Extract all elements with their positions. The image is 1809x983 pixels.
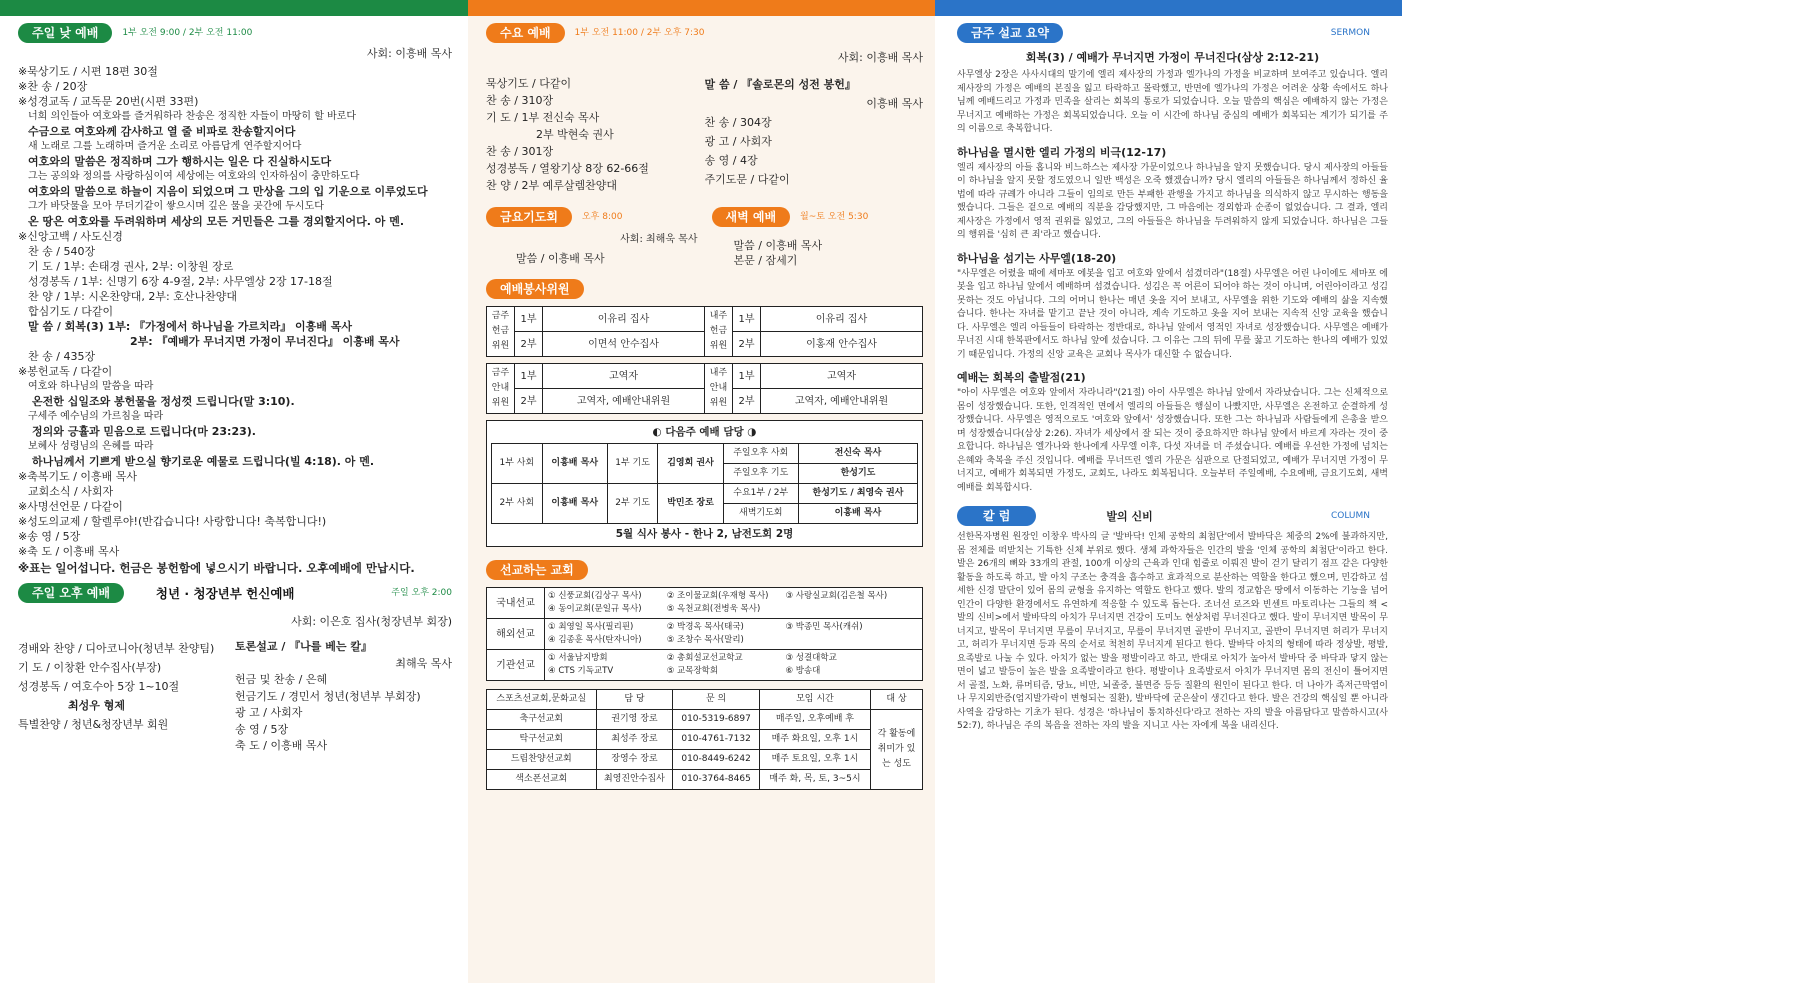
- fri-time: 오후 8:00: [581, 211, 623, 222]
- wed-header: [486, 22, 923, 44]
- pm-line: 최성우 형제: [68, 699, 125, 712]
- am-title: 주일 낮 예배: [18, 23, 112, 43]
- dawn-line: 본문 / 잠세기: [733, 254, 798, 267]
- table-cell: 010-3764-8465: [673, 770, 760, 790]
- wed-line: 이흥배 목사: [866, 97, 923, 110]
- section-body: "아이 사무엘은 여호와 앞에서 자라니라"(21절) 아이 사무엘은 하나님 앞에서 자라났습니다. 그는 신체적으로 몸이 성장했습니다. 또한, 인격적인 면에서 엘리의 아들들은 행실이 나빴지만, 사무엘은 온전하고 순결하게 성장했습니다. 사무엘은 영적으로도 '여호와 앞에서' 성장했습니다. 또한 그는 하나님과 사람들에게 은총을 받으며 성장했습니다(삼상 2:26). 자녀가 세상에서 잘 되는 것이 중요하지만 하나님 앞에서 바르게 자라는 것이 중요합니다. 하나님은 엘가나와 한나에게 사무엘 이후, 다섯 자녀를 더 주셨습니다. 예배를 우선한 가정에 넘치는 은혜와 축복을 주신 것입니다. 예배를 무너뜨린 엘리 가문은 심판으로 단절되었고, 예배가 무너지면 가정이 무너지고, 예배가 회복되면 가정도, 교회도, 나라도 회복됩니다. 오늘부터 주일예배, 수요예배, 금요기도회, 새벽예배를 회복합시다.: [957, 388, 1388, 493]
- table-cell: 1부: [733, 364, 761, 389]
- wed-right: [705, 75, 924, 194]
- wed-line: 말 씀 / 『솔로몬의 성전 봉헌』: [704, 78, 856, 91]
- table-header: 대 상: [871, 690, 923, 710]
- wed-line: 2부 박현숙 권사: [536, 128, 614, 141]
- table-cell: 2부: [733, 332, 761, 357]
- table-cell: 탁구선교회: [487, 730, 597, 750]
- blank-area: [1402, 0, 1809, 983]
- pm-header: [18, 582, 452, 604]
- mission-item: ④ CTS 기독교TV: [548, 666, 614, 676]
- dawn-lines: [734, 238, 924, 268]
- sermon-panel: [935, 16, 1402, 983]
- pm-line: 헌금 및 찬송 / 은혜: [235, 673, 328, 686]
- table-cell: 1부: [515, 307, 543, 332]
- table-cell: 내주 안내 위원: [705, 364, 733, 414]
- sermon-heading: 회복(3) / 예배가 무너지면 가정이 무너진다(삼상 2:12-21): [1025, 51, 1320, 64]
- table-row: [487, 364, 923, 389]
- table-cell: 주일오후 사회: [723, 444, 798, 464]
- table-cell: 매주 화요일, 오후 1시: [759, 730, 870, 750]
- table-cell: 010-5319-6897: [673, 710, 760, 730]
- blue-band: [935, 0, 1402, 16]
- table-row: [487, 650, 923, 681]
- sermon-tag: SERMON: [1330, 27, 1370, 38]
- mission-item: ④ 동이교회(문일규 목사): [548, 604, 642, 614]
- am-reading: [18, 109, 452, 229]
- section-body: "사무엘은 어렸을 때에 세마포 에봇을 입고 여호와 앞에서 섬겼더라"(18절) 사무엘은 어린 나이에도 세마포 에봇을 입고 하나님 앞에서 예배하며 섬겼습니다. 성김은 꼭 어른이 되어야 하는 것이 아니며, 어린아이라고 성김 못하는 것도 아닙니다. 그의 어머니 한나는 매년 옷을 지어 보내고, 사무엘을 위한 기도와 예배의 삶을 지속했습니다. 한나는 자녀를 맡기고 끝난 것이 아니라, 계속 기도하고 옷을 지어 보내는 지속적 신앙 교육을 했습니다. 사무엘은 엘리 아들들이 타락하는 정반대로, 하나님 앞에서 영적인 자녀로 성장했습니다. 사무엘은 예배가 무너진 시대 한복판에서도 하나님 앞에 섰습니다. 그 이유는 그의 뒤에 무릎 꿇고 기도하는 한나의 예배가 있었기 때문입니다. 가정의 신앙 교육은 교회나 목사가 대신할 수 없습니다.: [957, 268, 1388, 360]
- order-line: 2부: 『예배가 무너지면 가정이 무너진다』 이흥배 목사: [130, 335, 400, 348]
- pm-line: 송 영 / 5장: [235, 722, 289, 736]
- pm-line: 헌금기도 / 경민서 청년(청년부 부회장): [235, 689, 421, 703]
- sunday-panel: [0, 16, 468, 983]
- order-line: 교회소식 / 사회자: [28, 485, 114, 498]
- table-header: 모임 시간: [759, 690, 870, 710]
- order-line: ※사명선언문 / 다같이: [18, 500, 123, 513]
- mission-item: ③ 박종민 목사(캐쉬): [785, 622, 863, 632]
- table-cell: [545, 588, 923, 619]
- pm-line: 성경봉독 / 여호수아 5장 1~10절: [18, 680, 180, 693]
- table-cell: 전신숙 목사: [798, 444, 917, 464]
- column-tag: COLUMN: [1330, 510, 1370, 521]
- pm-left: [18, 639, 235, 755]
- wed-order: [486, 75, 923, 194]
- offer-table: [486, 306, 923, 357]
- table-cell: 이흥배 목사: [542, 444, 607, 484]
- order-line: ※찬 송 / 20장: [18, 80, 88, 93]
- mission-item: ① 신풍교회(김상구 목사): [548, 591, 642, 601]
- table-cell: 최영진안수집사: [596, 770, 673, 790]
- wed-line: 찬 송 / 310장: [486, 94, 554, 107]
- section-heading: 하나님을 섬기는 사무엘(18-20): [957, 251, 1117, 265]
- table-cell: 매주일, 오후예배 후: [759, 710, 870, 730]
- pm-title: 주일 오후 예배: [18, 583, 124, 603]
- wed-line: 성경봉독 / 열왕기상 8장 62-66절: [486, 162, 649, 175]
- table-header-row: [487, 690, 923, 710]
- pm-order: [18, 639, 452, 755]
- order-line: ※봉헌교독 / 다같이: [18, 365, 113, 378]
- table-cell: 김영희 권사: [658, 444, 723, 484]
- table-cell: [545, 619, 923, 650]
- mission-item: ① 최영일 목사(필리핀): [548, 622, 634, 632]
- table-row: [487, 307, 923, 332]
- mission-item: ① 서울남지방회: [548, 653, 608, 663]
- table-cell: [545, 650, 923, 681]
- fri-presider: 사회: 최해욱 목사: [620, 234, 698, 245]
- fri-line: 말씀 / 이흥배 목사: [516, 252, 605, 265]
- order-line: 말 씀 / 회복(3) 1부: 『가정에서 하나님을 가르치라』 이흥배 목사: [28, 320, 353, 333]
- notice: ※표는 일어섭니다. 헌금은 봉헌함에 넣으시기 바랍니다. 오후예배에 만납시다.: [18, 561, 415, 575]
- order-line: ※축복기도 / 이흥배 목사: [18, 470, 138, 483]
- pm-line: 축 도 / 이흥배 목사: [235, 739, 328, 752]
- sermon-sections: [957, 145, 1388, 496]
- table-cell: 금주 안내 위원: [487, 364, 515, 414]
- table-cell: 국내선교: [487, 588, 545, 619]
- mission-table: [486, 587, 923, 681]
- table-cell: 2부 기도: [607, 484, 658, 524]
- weekday-panel: [468, 16, 935, 983]
- am-lines: [18, 64, 452, 109]
- green-band: [0, 0, 468, 16]
- table-row: [487, 710, 923, 730]
- table-cell: 1부 사회: [492, 444, 543, 484]
- table-cell: 수요1부 / 2부: [723, 484, 798, 504]
- table-header: 문 의: [673, 690, 760, 710]
- order-line: 기 도 / 1부: 손태경 권사, 2부: 이창원 장로: [28, 260, 234, 273]
- table-cell: 1부: [733, 307, 761, 332]
- table-cell: 010-8449-6242: [673, 750, 760, 770]
- wed-line: 묵상기도 / 다같이: [486, 77, 572, 90]
- table-cell: 기관선교: [487, 650, 545, 681]
- reading-line: 여호와의 말씀으로 하늘이 지음이 되었으며 그 만상을 그의 입 기운으로 이루었도다: [28, 185, 428, 198]
- order-line: 합심기도 / 다같이: [28, 305, 114, 318]
- table-cell: 한성기도: [798, 464, 917, 484]
- order-line: ※성경교독 / 교독문 20번(시편 33편): [18, 95, 199, 108]
- reading-line: 여호와의 말씀은 정직하며 그가 행하시는 일은 다 진실하시도다: [28, 155, 332, 168]
- table-cell: 1부: [515, 364, 543, 389]
- mission-item: ② 박경옥 목사(태국): [666, 622, 744, 632]
- table-cell: 고역자, 예배안내위원: [761, 389, 923, 414]
- mission-item: ⑤ 교목장학회: [666, 666, 719, 676]
- pm-line: 특별찬양 / 청년&청장년부 회원: [18, 718, 169, 731]
- table-cell: 새벽기도회: [723, 504, 798, 524]
- fri-dawn: [486, 206, 923, 268]
- table-row: [492, 444, 918, 464]
- table-cell: 권기영 장로: [596, 710, 673, 730]
- table-cell: 주일오후 기도: [723, 464, 798, 484]
- offer-line: 여호와 하나님의 말씀을 따라: [28, 381, 154, 392]
- table-cell: 매주 화, 목, 토, 3~5시: [759, 770, 870, 790]
- sermon-title: 금주 설교 요약: [957, 23, 1063, 43]
- wed-line: 송 영 / 4장: [704, 154, 758, 167]
- offer-reading: [18, 379, 452, 469]
- mission-item: ⑤ 옥천교회(전병욱 목사): [666, 604, 761, 614]
- wed-presider: 사회: 이흥배 목사: [837, 51, 923, 64]
- am-time: 1부 오전 9:00 / 2부 오전 11:00: [122, 27, 253, 38]
- reading-line: 너희 의인들아 여호와를 즐거워하라 찬송은 정직한 자들이 마땅히 할 바로다: [28, 111, 357, 122]
- mission-item: ③ 성결대학교: [785, 653, 837, 663]
- table-cell: 이홍재 안수집사: [761, 332, 923, 357]
- wed-line: 주기도문 / 다같이: [704, 173, 790, 186]
- mission-item: ② 조이물교회(우재형 목사): [666, 591, 769, 601]
- table-cell: 1부 기도: [607, 444, 658, 484]
- reading-line: 온 땅은 여호와를 두려워하며 세상의 모든 거민들은 그를 경외할지어다. 아 멘.: [28, 215, 405, 228]
- order-line: 찬 양 / 1부: 시온찬양대, 2부: 호산나찬양대: [28, 290, 237, 303]
- order-line: 찬 송 / 540장: [28, 245, 96, 258]
- wed-time: 1부 오전 11:00 / 2부 오후 7:30: [574, 27, 705, 38]
- table-cell: 이흥배 목사: [798, 504, 917, 524]
- pm-line: 광 고 / 사회자: [235, 706, 303, 719]
- table-cell: 2부 사회: [492, 484, 543, 524]
- table-row: [487, 750, 923, 770]
- am-presider: 사회: 이흥배 목사: [366, 47, 452, 60]
- reading-line: 새 노래로 그를 노래하며 즐거운 소리로 아름답게 연주할지어다: [28, 141, 302, 152]
- table-cell: 이유리 집사: [761, 307, 923, 332]
- table-cell: 금주 헌금 위원: [487, 307, 515, 357]
- table-cell: 최성주 장로: [596, 730, 673, 750]
- table-row: [487, 619, 923, 650]
- table-cell: 드림찬양선교회: [487, 750, 597, 770]
- dawn-time: 월~토 오전 5:30: [800, 211, 869, 222]
- dawn-line: 말씀 / 이흥배 목사: [733, 239, 823, 252]
- next-title: ◐ 다음주 예배 담당 ◑: [652, 426, 757, 438]
- table-cell: 박민조 장로: [658, 484, 723, 524]
- table-header: 스포츠선교회,문화교실: [487, 690, 597, 710]
- mission-item: ④ 김종훈 목사(탄자니아): [548, 635, 642, 645]
- next-week-box: [486, 420, 923, 547]
- pm-right: [235, 639, 452, 755]
- sermon-intro: 사무엘상 2장은 사사시대의 말기에 엘리 제사장의 가정과 엘가나의 가정을 비교하며 보여주고 있습니다. 엘리 제사장의 가정은 예배의 본질을 잃고 타락하고 몰락했고, 반면에 엘가나의 가정은 어려운 상황 속에서도 하나님께 예배드리고 가정과 민족을 살리는 회복의 통로가 되었습니다. 오늘 말씀의 핵심은 예배하지 않는 가정은 무너지고 예배하는 가정은 회복되었습니다. 오늘 이 시간에 하나님 중심의 예배가 회복되는 계기가 되기를 주의 이름으로 축복합니다.: [957, 70, 1388, 134]
- am-order: [18, 229, 452, 379]
- pm-line: 토론설교 / 『나를 베는 칼』: [235, 640, 372, 653]
- table-cell: 내주 헌금 위원: [705, 307, 733, 357]
- am-end: [18, 469, 452, 559]
- column-heading: 발의 신비: [1106, 509, 1153, 523]
- order-line: ※묵상기도 / 시편 18편 30절: [18, 65, 158, 78]
- mission-item: ⑤ 조창수 목사(말리): [666, 635, 744, 645]
- table-row: [487, 730, 923, 750]
- pm-time: 주일 오후 2:00: [391, 587, 452, 598]
- next-note: 5월 식사 봉사 - 한나 2, 남전도회 2명: [615, 528, 794, 540]
- table-cell: 각 활동에 취미가 있는 성도: [871, 710, 923, 790]
- section-heading: 예배는 회복의 출발점(21): [957, 371, 1086, 384]
- wed-title: 수요 예배: [486, 23, 565, 43]
- order-line: 찬 송 / 435장: [28, 350, 96, 363]
- table-cell: 한성기도 / 최영숙 권사: [798, 484, 917, 504]
- school-table: [486, 689, 923, 790]
- table-cell: 2부: [733, 389, 761, 414]
- reading-line: 그가 바닷물을 모아 무더기같이 쌓으시며 깊은 물을 곳간에 두시도다: [28, 201, 324, 212]
- table-cell: 색소폰선교회: [487, 770, 597, 790]
- offer-line: 보혜사 성령님의 은혜를 따라: [28, 441, 154, 452]
- fri-title: 금요기도회: [486, 207, 572, 227]
- offer-line: 온전한 십일조와 봉헌물을 정성껏 드립니다(말 3:10).: [32, 395, 295, 408]
- friday-block: [486, 206, 698, 268]
- wed-line: 광 고 / 사회자: [704, 135, 772, 148]
- orange-band: [468, 0, 935, 16]
- table-cell: 2부: [515, 332, 543, 357]
- table-cell: 장영수 장로: [596, 750, 673, 770]
- offer-line: 구세주 예수님의 가르침을 따라: [28, 411, 164, 422]
- table-cell: 010-4761-7132: [673, 730, 760, 750]
- order-line: ※신앙고백 / 사도신경: [18, 230, 123, 243]
- order-line: ※송 영 / 5장: [18, 530, 81, 543]
- wed-line: 찬 송 / 301장: [486, 145, 554, 158]
- next-table: [491, 443, 918, 524]
- table-cell: 매주 토요일, 오후 1시: [759, 750, 870, 770]
- mission-title: 선교하는 교회: [486, 560, 588, 580]
- order-line: ※축 도 / 이흥배 목사: [18, 545, 120, 558]
- section-body: 엘리 제사장의 아들 홉니와 비느하스는 제사장 가문이었으나 하나님을 알지 못했습니다. 당시 제사장의 아들들이 하나님을 알지 못할 정도였으니 일반 백성은 오죽 했겠습니까? 당시 엘리의 아들들은 하나님께서 정하신 율법에 따라 규례가 아니라 그들이 임의로 만든 부패한 관행을 가지고 하나님을 의식하지 않고 무시하는 행동을 했습니다. 그들은 겉으로 예배의 직분을 감당했지만, 그 마음에는 경외함과 순종이 없었습니다. 그 결과, 엘리 제사장은 가정에서 영적 권위를 잃었고, 그의 아들들은 하나님을 두려워하지 않게 되었습니다. 하나님은 그들의 행위를 '심히 큰 죄'라고 했습니다.: [957, 162, 1388, 240]
- section-heading: 하나님을 멸시한 엘리 가정의 비극(12-17): [957, 145, 1167, 159]
- pm-line: 최해욱 목사: [395, 656, 452, 670]
- table-cell: 고역자: [543, 364, 705, 389]
- table-cell: 이흥배 목사: [542, 484, 607, 524]
- order-line: ※성도의교제 / 할렐루야!(반갑습니다! 사랑합니다! 축복합니다!): [18, 515, 327, 528]
- table-row: [487, 588, 923, 619]
- mission-item: ⑥ 방송대: [785, 666, 821, 676]
- table-cell: 고역자: [761, 364, 923, 389]
- column-title: 칼 럼: [957, 506, 1036, 526]
- wed-line: 찬 양 / 2부 예루살렘찬양대: [486, 179, 617, 192]
- offer-line: 하나님께서 기쁘게 받으실 향기로운 예물로 드립니다(빌 4:18). 아 멘.: [32, 455, 375, 468]
- am-header: [18, 22, 452, 44]
- table-cell: 이면석 안수집사: [543, 332, 705, 357]
- wed-left: [486, 75, 705, 194]
- pm-heading: 청년 · 청장년부 헌신예배: [155, 585, 295, 601]
- offer-line: 정의와 긍휼과 믿음으로 드립니다(마 23:23).: [32, 425, 256, 438]
- table-cell: 2부: [515, 389, 543, 414]
- wed-line: 기 도 / 1부 전신숙 목사: [486, 111, 600, 124]
- mission-item: ③ 사랑실교회(김은철 목사): [785, 591, 888, 601]
- reading-line: 그는 공의와 정의를 사랑하심이여 세상에는 여호와의 인자하심이 충만하도다: [28, 171, 360, 182]
- table-cell: 이유리 집사: [543, 307, 705, 332]
- table-cell: 해외선교: [487, 619, 545, 650]
- column-body: 선한목자병원 원장인 이창우 박사의 글 '발바닥! 인체 공학의 최첨단'에서 발바닥은 체중의 2%에 불과하지만, 몸 전체를 떠받치는 기특한 신체 부위로 했다. 생체 과학자들은 인간의 발을 '인체 공학의 최첨단'이라고 한다. 발은 26개의 뼈와 33개의 관절, 100개 이상의 근육과 인대 힘줄로 이뤄진 발이 걷기 달리기 점프 같은 다양한 활동을 하도록 하고, 발 아치 구조는 충격을 흡수하고 효과적으로 분산하는 역할을 한다고 했으며, 민감하고 섬세한 신경 말단이 있어 몸의 균형을 유지하는 역할도 한다고 했다. 발의 정교함은 땅에서 이동하는 기능을 넘어 인간이 다양한 환경에서도 유연하게 적응할 수 있도록 돕는다. 조너선 로즈와 빈센트 마토리나는 그들의 책 <발의 신비>에서 발바닥의 아치가 무너지면 건강이 도미노 현상처럼 무너진다고 했다. 발이 무너지면 발목이 무너지고, 발목이 무너지면 무릎이 무너지고, 무릎이 무너지면 골반이 무너지고, 골반이 무너지면 허리가 무너지고, 허리가 무너지면 등과 목의 순서로 척천히 무너지게 된다고 한다. 발바닥 아치의 형태에 따라 정상발, 평발, 요족발로 나눌 수 있다. 아치가 없는 발을 평발이라고 하고, 반대로 아치가 높아서 발바닥 중 바닥과 닿지 않는 면이 넓고 발등이 높은 발을 요족발이라고 한다. 평발이나 요족발로서 아치가 무너지면 몸의 전신이 틀어지면서 골절, 노화, 류머티즘, 당뇨, 비만, 뇌졸중, 불면증 등등 질환의 원인이 된다고 한다. 더 나아가 족저근막염이나 무지외반증(엄지발가락이 변형되는 질환), 발바닥에 굳은살이 생긴다고 한다. 발은 건강의 핵심일 뿐 아니라 사역을 감당하는 기초가 된다. 성경은 '하나님이 통치하신다'라고 전하는 자의 발을 아름답다고 말씀하시고(사 52:7), 하나님은 주의 복음을 전하는 자의 발을 지니고 사는 자에게 복을 내리신다.: [957, 532, 1388, 731]
- table-row: [487, 770, 923, 790]
- order-line: 성경봉독 / 1부: 신명기 6장 4-9절, 2부: 사무엘상 2장 17-18절: [28, 275, 333, 288]
- pm-line: 기 도 / 이창환 안수집사(부장): [18, 661, 162, 674]
- dawn-title: 새벽 예배: [712, 207, 791, 227]
- reading-line: 수금으로 여호와께 감사하고 열 줄 비파로 찬송할지어다: [28, 125, 296, 138]
- staff-title: 예배봉사위원: [486, 279, 584, 299]
- table-cell: 고역자, 예배안내위원: [543, 389, 705, 414]
- table-cell: 축구선교회: [487, 710, 597, 730]
- pm-line: 경배와 찬양 / 디아코니아(청년부 찬양팀): [18, 642, 215, 655]
- guide-table: [486, 363, 923, 414]
- mission-item: ② 총회설교선교학교: [666, 653, 743, 663]
- dawn-block: [712, 206, 924, 268]
- table-header: 담 당: [596, 690, 673, 710]
- pm-presider: 사회: 이은호 집사(청장년부 회장): [291, 615, 452, 628]
- table-row: [492, 484, 918, 504]
- wed-line: 찬 송 / 304장: [704, 116, 772, 129]
